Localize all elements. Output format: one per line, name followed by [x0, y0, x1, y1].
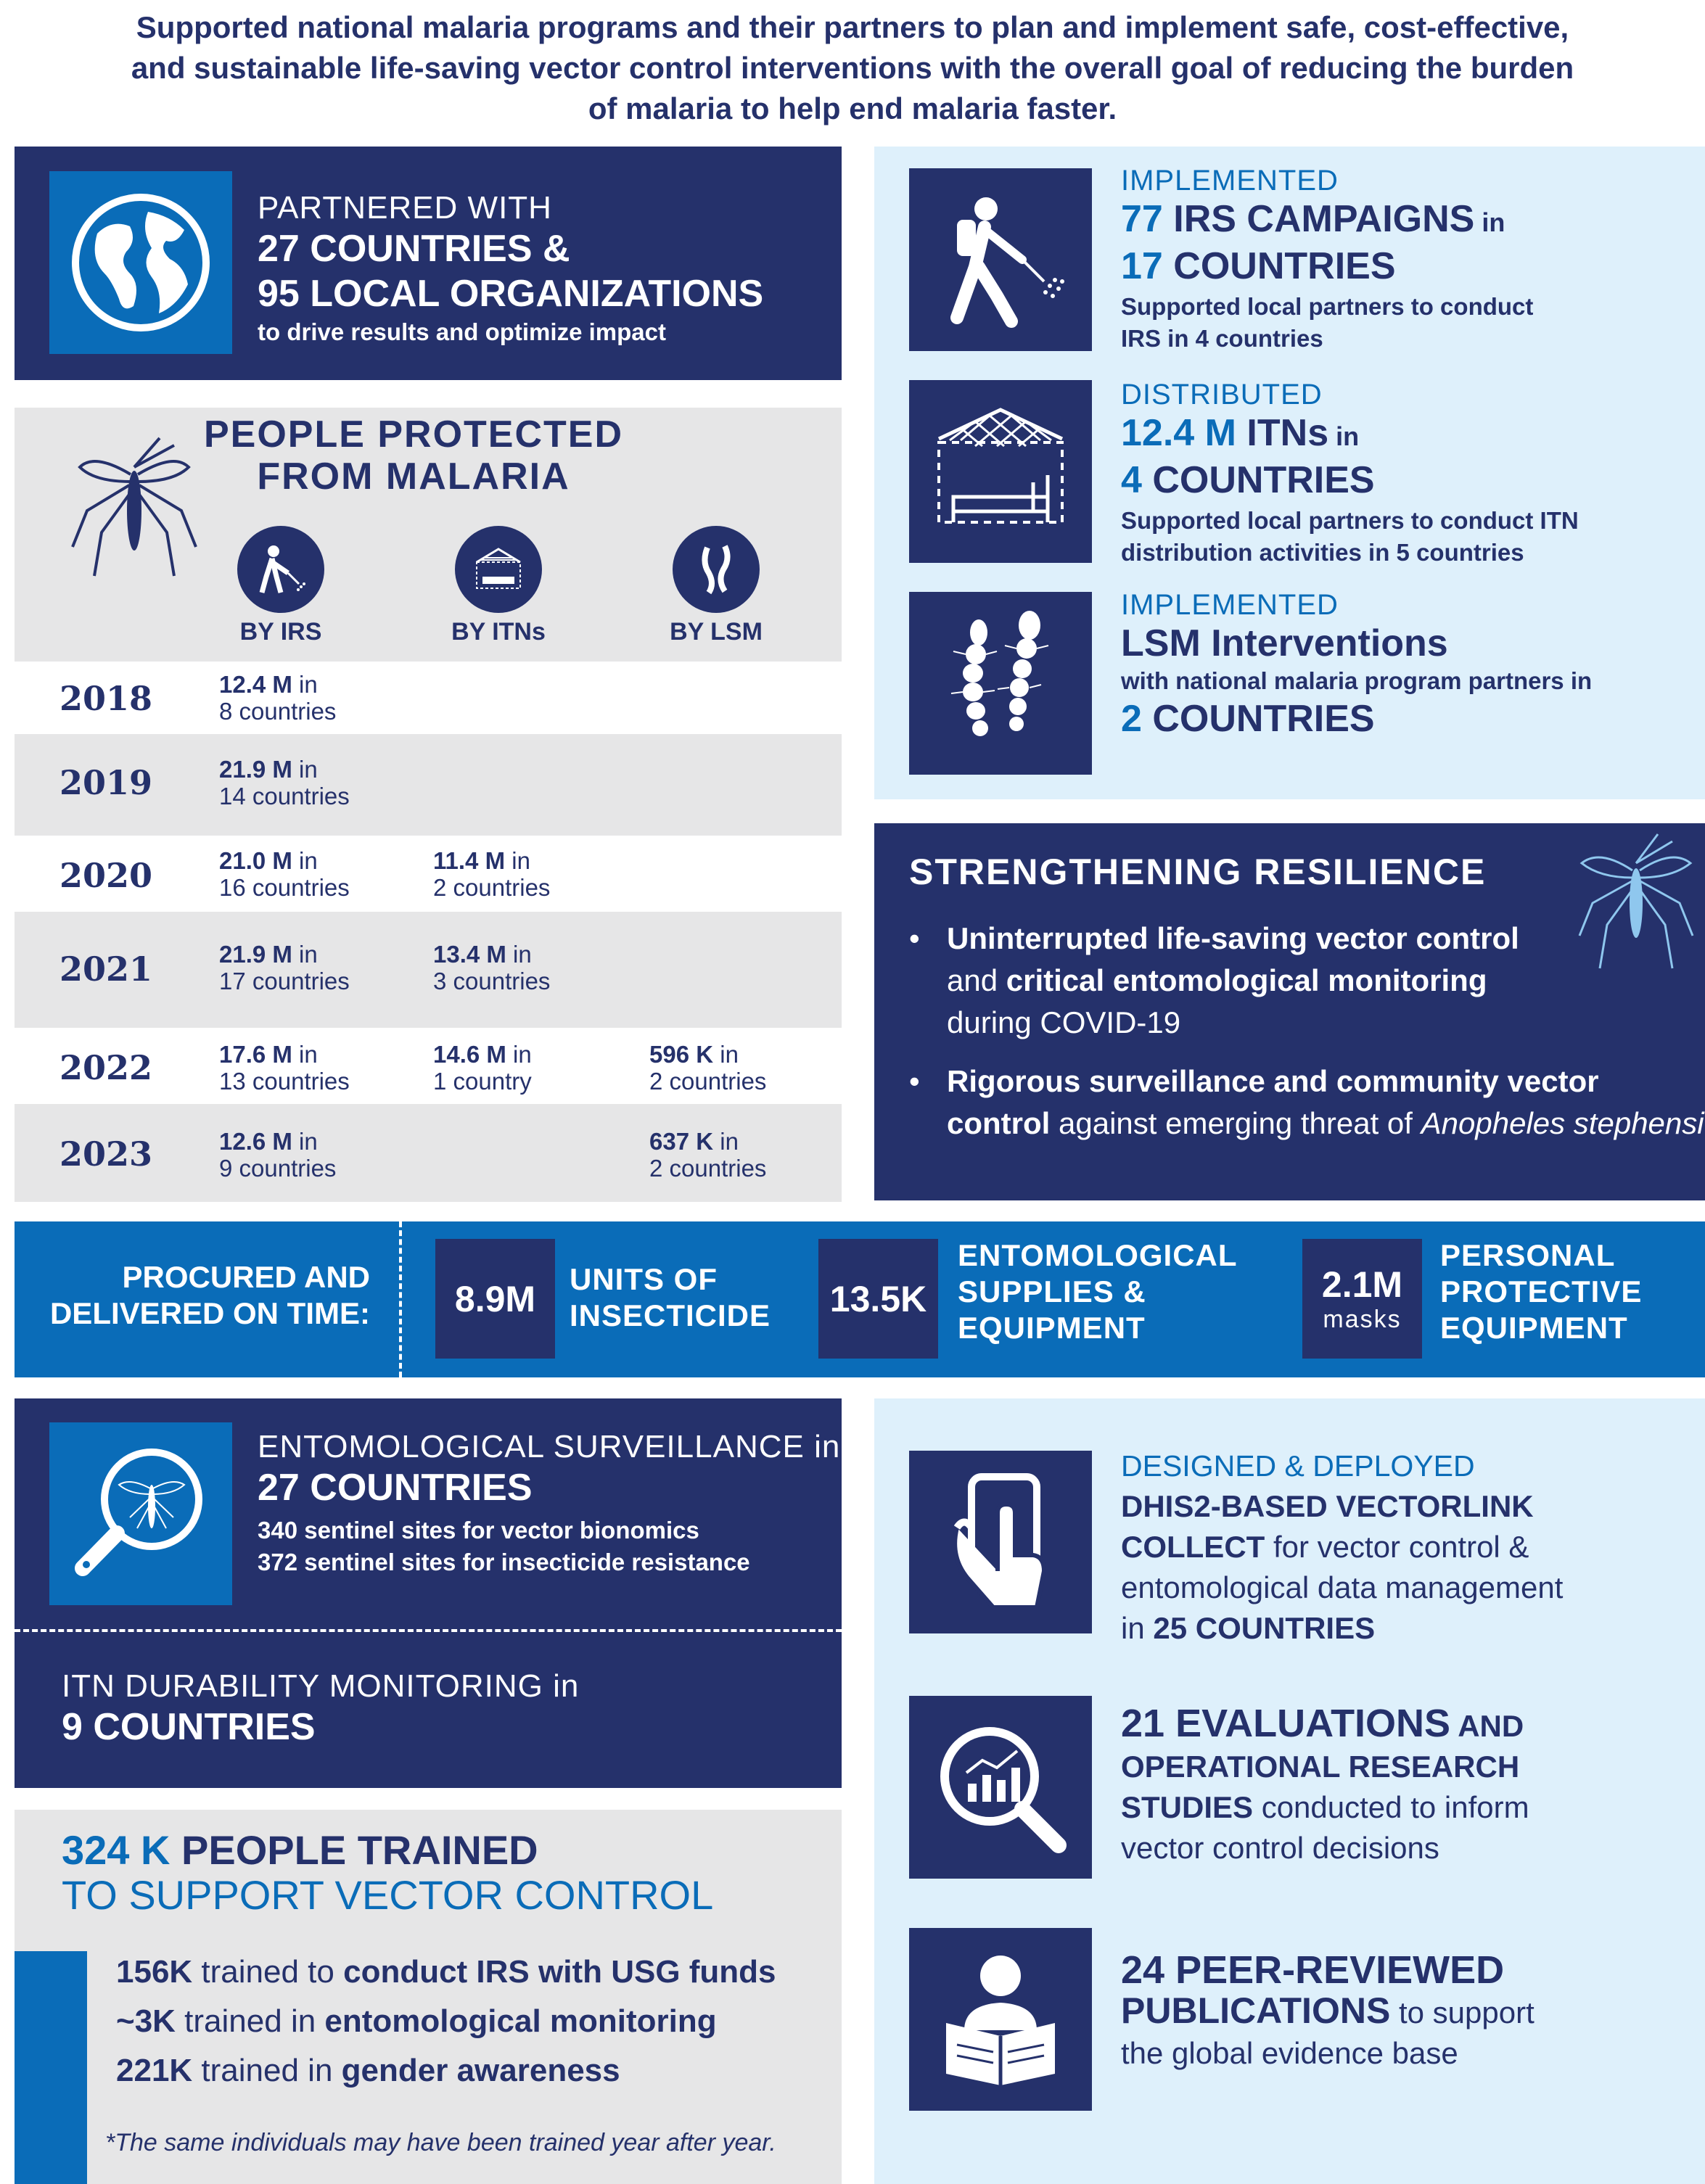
dhis-line4: in 25 COUNTRIES: [1121, 1611, 1376, 1645]
mosquito-magnifier-icon: [65, 1438, 217, 1590]
trained-panel: [15, 1810, 842, 2184]
col-itns: BY ITNs: [451, 618, 546, 646]
trained-irs: 156K trained to conduct IRS with USG funds: [116, 1954, 776, 1990]
irs-cell: 17.6 M in 13 countries: [219, 1041, 350, 1095]
ento-label: ENTOMOLOGICAL SURVEILLANCE in: [258, 1429, 841, 1464]
trained-note: *The same individuals may have been trained year after year.: [105, 2129, 776, 2156]
table-row: [15, 1104, 842, 1202]
search-chart-icon: [924, 1711, 1077, 1863]
phone-hand-icon: [928, 1462, 1073, 1622]
itn-sub2: distribution activities in 5 countries: [1121, 539, 1524, 566]
irs-cell: 12.4 M in 8 countries: [219, 671, 337, 725]
lsm-label: IMPLEMENTED: [1121, 589, 1339, 621]
pubs-line1: 24 PEER-REVIEWED: [1121, 1948, 1505, 1992]
evals-line4: vector control decisions: [1121, 1831, 1439, 1865]
lsm-big: LSM Interventions: [1121, 622, 1448, 664]
irs-line1: 77 IRS CAMPAIGNS in: [1121, 198, 1505, 240]
pubs-line2: PUBLICATIONS to support: [1121, 1990, 1534, 2031]
pubs-line3: the global evidence base: [1121, 2036, 1458, 2070]
ento-bionomics: 340 sentinel sites for vector bionomics: [258, 1517, 699, 1544]
table-row: [15, 662, 842, 734]
itn-durability-label: ITN DURABILITY MONITORING in: [62, 1668, 580, 1704]
evals-line1: 21 EVALUATIONS AND: [1121, 1702, 1524, 1745]
partner-sub: to drive results and optimize impact: [258, 318, 666, 345]
irs-icon-box: [909, 168, 1092, 351]
year: 2021: [59, 949, 153, 989]
itn-circle: [455, 526, 542, 613]
year: 2022: [59, 1048, 153, 1087]
resilience-panel: [874, 823, 1705, 1200]
dhis-line1: DHIS2-BASED VECTORLINK: [1121, 1489, 1534, 1523]
globe-icon-box: [49, 171, 232, 354]
pubs-text: [1121, 1950, 1534, 2074]
supplies-count: 13.5K: [818, 1239, 938, 1359]
reader-icon-box: [909, 1928, 1092, 2111]
reader-book-icon: [924, 1943, 1077, 2096]
irs-cell: 21.9 M in 14 countries: [219, 756, 350, 809]
evals-text: [1121, 1703, 1529, 1868]
ento-countries: 27 COUNTRIES: [258, 1467, 533, 1509]
phone-icon-box: [909, 1451, 1092, 1633]
itn-line1: 12.4 M ITNs in: [1121, 412, 1360, 454]
divider: [15, 1629, 842, 1632]
trained-gender: 221K trained in gender awareness: [116, 2053, 620, 2088]
itn-cell: 11.4 M in 2 countries: [433, 847, 551, 901]
dhis-text: [1121, 1446, 1563, 1649]
irs-cell: 21.9 M in 17 countries: [219, 941, 350, 994]
data-research-panel: [874, 1398, 1705, 2184]
mosquito-icon: [65, 424, 203, 583]
people-title-2: FROM MALARIA: [257, 456, 570, 498]
lsm-countries: 2 COUNTRIES: [1121, 698, 1375, 740]
resilience-bullet-1: • Uninterrupted life-saving vector control and critical entomological monitoring during COVID-19: [909, 921, 1519, 1039]
table-row: [15, 836, 842, 912]
trained-ento: ~3K trained in entomological monitoring: [116, 2003, 717, 2039]
year: 2023: [59, 1134, 153, 1174]
dhis-line2: COLLECT for vector control &: [1121, 1530, 1529, 1564]
partner-label: PARTNERED WITH: [258, 190, 552, 226]
partner-line2: 95 LOCAL ORGANIZATIONS: [258, 273, 764, 315]
itn-cell: 13.4 M in 3 countries: [433, 941, 551, 994]
bednet-icon: [924, 395, 1077, 548]
ppe-label: PERSONAL PROTECTIVE EQUIPMENT: [1440, 1238, 1643, 1345]
partner-panel: [15, 147, 842, 380]
itn-sub1: Supported local partners to conduct ITN: [1121, 507, 1579, 534]
itn-line2: 4 COUNTRIES: [1121, 459, 1375, 501]
evals-line3: STUDIES conducted to inform: [1121, 1790, 1529, 1824]
trained-list: [116, 1948, 776, 2096]
globe-icon: [68, 190, 213, 335]
insecticide-count: 8.9M: [435, 1239, 555, 1359]
year: 2018: [59, 679, 153, 718]
insecticide-label: UNITS OF INSECTICIDE: [570, 1262, 771, 1332]
trained-title: 324 K PEOPLE TRAINED TO SUPPORT VECTOR CONTROL: [62, 1827, 714, 1918]
resilience-bullet-2: • Rigorous surveillance and community vector control against emerging threat of Anopheles stephensi: [909, 1064, 1704, 1140]
table-row: [15, 734, 842, 836]
irs-line2: 17 COUNTRIES: [1121, 245, 1396, 287]
irs-cell: 12.6 M in 9 countries: [219, 1128, 337, 1182]
supplies-label: ENTOMOLOGICAL SUPPLIES & EQUIPMENT: [958, 1238, 1238, 1345]
lsm-cell: 637 K in 2 countries: [649, 1128, 767, 1182]
year: 2020: [59, 856, 153, 895]
larvae-icon: [687, 540, 745, 598]
itn-cell: 14.6 M in 1 country: [433, 1041, 532, 1095]
itn-durability-countries: 9 COUNTRIES: [62, 1706, 316, 1748]
sprayer-icon: [928, 187, 1073, 332]
table-row: [15, 912, 842, 1028]
lsm-icon-box: [909, 592, 1092, 775]
ppe-count: 2.1M masks: [1302, 1239, 1422, 1359]
people-protected-panel: [15, 408, 842, 1202]
dhis-label: DESIGNED & DEPLOYED: [1121, 1449, 1475, 1483]
resilience-title: STRENGTHENING RESILIENCE: [909, 852, 1487, 892]
accent-bar: [15, 1951, 87, 2184]
intro-text: Supported national malaria programs and their partners to plan and implement safe, cost-effective, and sustainable life-saving vector control interventions with the overall goal of reducing the burden of malaria to help end malaria faster.: [131, 10, 1574, 125]
interventions-panel: [874, 147, 1705, 799]
irs-cell: 21.0 M in 16 countries: [219, 847, 350, 901]
itn-label: DISTRIBUTED: [1121, 379, 1323, 411]
col-irs: BY IRS: [239, 618, 322, 646]
year: 2019: [59, 763, 153, 802]
procured-band: [15, 1221, 1705, 1377]
divider: [399, 1221, 402, 1377]
irs-circle: [237, 526, 324, 613]
partner-line1: 27 COUNTRIES &: [258, 228, 570, 270]
dhis-line3: entomological data management: [1121, 1570, 1564, 1604]
irs-sub2: IRS in 4 countries: [1121, 325, 1323, 352]
bednet-icon: [469, 540, 527, 598]
larvae-icon: [928, 603, 1073, 763]
ento-resistance: 372 sentinel sites for insecticide resistance: [258, 1549, 750, 1575]
col-lsm: BY LSM: [670, 618, 763, 646]
mosquito-icon: [1571, 827, 1701, 972]
search-chart-icon-box: [909, 1696, 1092, 1879]
itn-icon-box: [909, 380, 1092, 563]
lsm-sub: with national malaria program partners in: [1121, 667, 1593, 694]
evals-line2: OPERATIONAL RESEARCH: [1121, 1750, 1520, 1784]
irs-label: IMPLEMENTED: [1121, 165, 1339, 197]
people-title-1: PEOPLE PROTECTED: [203, 413, 624, 456]
lsm-circle: [673, 526, 760, 613]
table-row: [15, 1028, 842, 1104]
magnifier-icon-box: [49, 1422, 232, 1605]
lsm-cell: 596 K in 2 countries: [649, 1041, 767, 1095]
irs-sub1: Supported local partners to conduct: [1121, 293, 1534, 320]
entomological-panel: [15, 1398, 842, 1788]
sprayer-icon: [252, 540, 310, 598]
procured-label: PROCURED AND DELIVERED ON TIME:: [49, 1260, 370, 1330]
